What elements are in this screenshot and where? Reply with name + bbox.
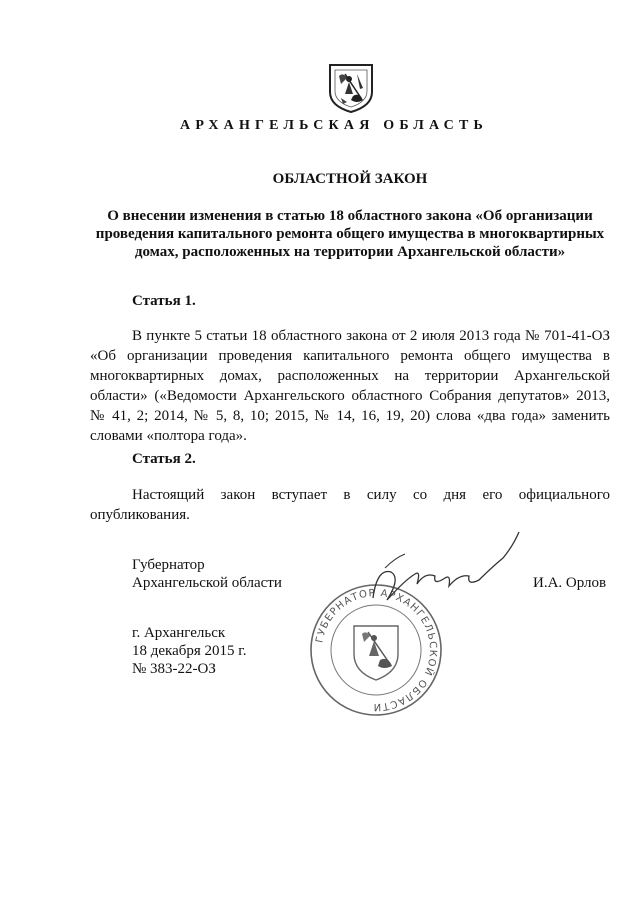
signatory-position-line2: Архангельской области	[132, 575, 282, 591]
law-subtitle: О внесении изменения в статью 18 областного закона «Об организации проведения капитального ремонта общего имущества в многоквартирных домах, расположенных на территории Архангельской области»	[95, 208, 605, 260]
law-number: № 383-22-ОЗ	[132, 661, 216, 677]
signatory-position-line1: Губернатор	[132, 557, 205, 573]
article-1-heading: Статья 1.	[132, 293, 196, 309]
article-1-text: В пункте 5 статьи 18 областного закона от 2 июля 2013 года № 701-41-ОЗ «Об организации проведения капитального ремонта общего имущества в многоквартирных домах, расположенных на территории Архангельской области» («Ведомости Архангельского областного Собрания депутатов» 2013, № 41, 2; 2014, № 5, 8, 10; 2015, № 14, 16, 19, 20) слова «два года» заменить словами «полтора года».	[90, 328, 610, 444]
law-date: 18 декабря 2015 г.	[132, 643, 247, 659]
seal-text: ГУБЕРНАТОР АРХАНГЕЛЬСКОЙ ОБЛАСТИ	[314, 587, 439, 713]
coat-of-arms-icon	[327, 62, 375, 114]
article-2-text: Настоящий закон вступает в силу со дня его официального опубликования.	[90, 487, 610, 523]
signatory-name: И.А. Орлов	[533, 575, 607, 591]
law-type-title: ОБЛАСТНОЙ ЗАКОН	[272, 171, 428, 187]
region-name: АРХАНГЕЛЬСКАЯ ОБЛАСТЬ	[180, 118, 488, 133]
city: г. Архангельск	[132, 625, 226, 641]
handwritten-signature	[365, 528, 525, 618]
article-2-heading: Статья 2.	[132, 451, 196, 467]
